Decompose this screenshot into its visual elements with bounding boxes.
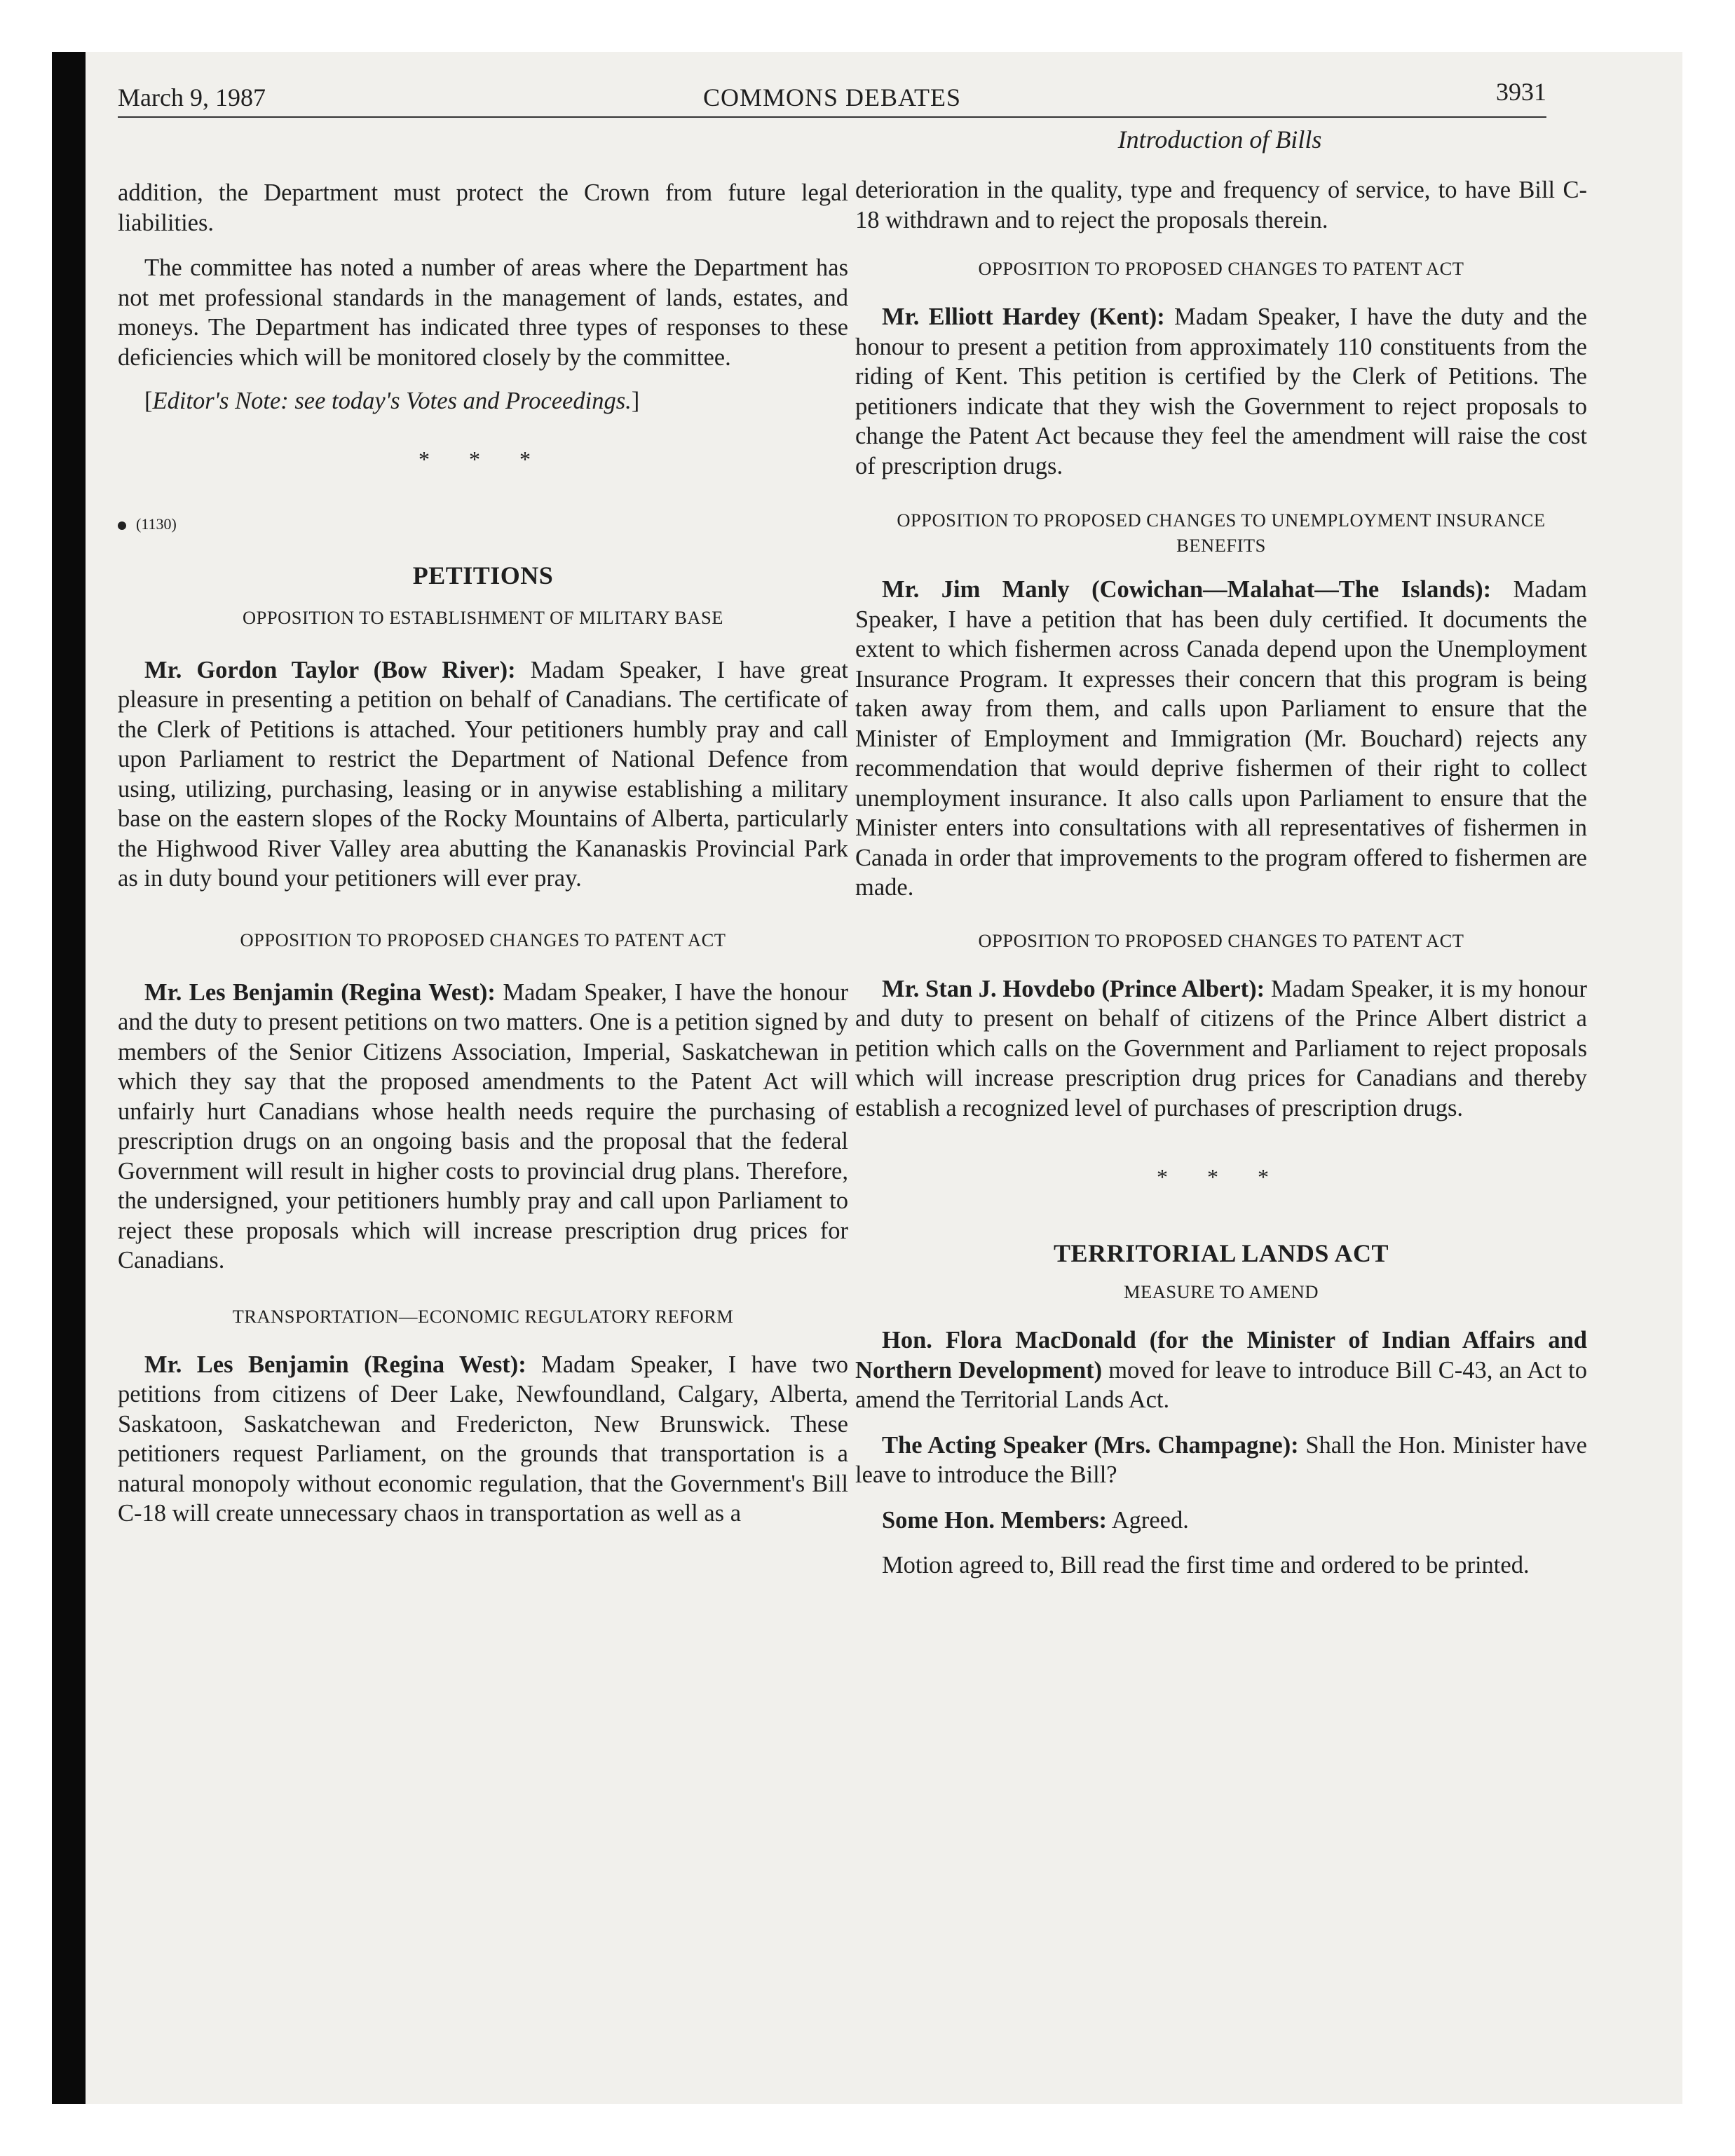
right-column bbox=[855, 175, 1587, 1581]
paragraph: deterioration in the quality, type and frequency of service, to have Bill C-18 withdrawn and to reject the proposals therein. bbox=[855, 177, 1587, 233]
page-header bbox=[118, 77, 1546, 112]
speech bbox=[855, 974, 1587, 1124]
speech-text: Madam Speaker, I have two petitions from citizens of Deer Lake, Newfoundland, Calgary, Alberta, Saskatoon, Saskatchewan and Fredericton, New Brunswick. These petitioners request Parliament, on the grounds that transportation is a natural monopoly without economic regulation, that the Government's Bill C-18 will create unnecessary chaos in transportation as well as a bbox=[118, 1351, 849, 1527]
section-title: PETITIONS bbox=[412, 561, 554, 589]
scan-edge-bar bbox=[52, 52, 86, 2104]
subheading: MEASURE TO AMEND bbox=[1124, 1281, 1319, 1302]
paragraph: The committee has noted a number of areas where the Department has not met professional standards in the management of lands, estates, and moneys. The Department has indicated three types of responses to these deficiencies which will be monitored closely by the committee. bbox=[118, 254, 848, 371]
header-rule bbox=[118, 116, 1546, 118]
time-marker bbox=[118, 514, 848, 534]
paragraph: Motion agreed to, Bill read the first time and ordered to be printed. bbox=[882, 1552, 1530, 1578]
speaker-name: Mr. Stan J. Hovdebo (Prince Albert): bbox=[882, 975, 1265, 1002]
note-bracket: ] bbox=[631, 388, 640, 414]
speech bbox=[855, 1325, 1587, 1415]
speaker-name: Mr. Les Benjamin (Regina West): bbox=[144, 978, 496, 1006]
subheading: OPPOSITION TO PROPOSED CHANGES TO PATENT ACT bbox=[978, 258, 1464, 279]
section-separator: * * * bbox=[1157, 1164, 1286, 1189]
paragraph: addition, the Department must protect the Crown from future legal liabilities. bbox=[118, 179, 848, 236]
speech bbox=[118, 1350, 848, 1529]
header-date: March 9, 1987 bbox=[118, 83, 266, 111]
speech-text: Agreed. bbox=[1111, 1506, 1189, 1534]
speech-text: Madam Speaker, I have a petition that has been duly certified. It documents the extent to which fishermen across Canada depend upon the Unemployment Insurance Program. It expresses their concern that this program is being taken away from them, and calls upon Parliament to ensure that the Minister of Employment and Immigration (Mr. Bouchard) rejects any recommendation that would deprive fishermen of their right to collect unemployment insurance. It also calls upon Parliament to ensure that the Minister enters into consultations with all representatives of fishermen in Canada in order that improvements to the program offered to fishermen are made. bbox=[855, 576, 1588, 901]
speech-text: Madam Speaker, it is my honour and duty to present on behalf of citizens of the Prince Albert district a petition which calls on the Government and Parliament to reject proposals which will increase prescription drug prices for Canadians and thereby establish a recognized level of purchases of prescription drugs. bbox=[855, 975, 1587, 1121]
section-heading: Introduction of Bills bbox=[1117, 125, 1322, 153]
speaker-name: Mr. Gordon Taylor (Bow River): bbox=[144, 656, 516, 683]
note-bracket: [ bbox=[144, 388, 153, 414]
speaker-name: Hon. Flora MacDonald (for the Minister of Indian Affairs and Northern Development) bbox=[855, 1327, 1587, 1384]
speech bbox=[855, 1431, 1587, 1490]
subheading: OPPOSITION TO ESTABLISHMENT OF MILITARY BASE bbox=[243, 606, 723, 628]
speech bbox=[118, 978, 848, 1276]
speech-text: moved for leave to introduce Bill C-43, an Act to amend the Territorial Lands Act. bbox=[855, 1356, 1588, 1413]
subheading: TRANSPORTATION—ECONOMIC REGULATORY REFORM bbox=[232, 1305, 734, 1327]
speaker-name: Mr. Elliott Hardey (Kent): bbox=[882, 303, 1165, 330]
header-journal: COMMONS DEBATES bbox=[702, 83, 962, 111]
subheading: OPPOSITION TO PROPOSED CHANGES TO PATENT ACT bbox=[978, 929, 1464, 951]
bullet-icon bbox=[118, 521, 126, 530]
speech-text: Shall the Hon. Minister have leave to introduce the Bill? bbox=[855, 1431, 1587, 1488]
speaker-name: Some Hon. Members: bbox=[882, 1506, 1107, 1534]
time-marker-text: (1130) bbox=[136, 515, 177, 533]
speech-text: Madam Speaker, I have the honour and the duty to present petitions on two matters. One is a petition signed by members of the Senior Citizens Association, Imperial, Saskatchewan in which they say that the proposed amendments to the Patent Act will unfairly hurt Canadians whose health needs require the purchasing of prescription drugs on an ongoing basis and the proposal that the federal Government will result in higher costs to provincial drug plans. Therefore, the undersigned, your petitioners humbly pray and call upon Parliament to reject these proposals which will increase prescription drug prices for Canadians. bbox=[118, 978, 849, 1274]
note-text: Editor's Note: see today's Votes and Proceedings. bbox=[152, 388, 632, 414]
subheading: OPPOSITION TO PROPOSED CHANGES TO PATENT ACT bbox=[240, 929, 726, 950]
subheading: OPPOSITION TO PROPOSED CHANGES TO UNEMPLOYMENT INSURANCE BENEFITS bbox=[897, 510, 1546, 556]
header-page-number: 3931 bbox=[1496, 78, 1546, 106]
speech bbox=[855, 575, 1587, 903]
speech bbox=[855, 302, 1587, 481]
speech-text: Madam Speaker, I have great pleasure in presenting a petition on behalf of Canadians. The certificate of the Clerk of Petitions is attached. Your petitioners humbly pray and call upon Parliament to restrict the Department of National Defence from using, utilizing, purchasing, leasing or in anywise establishing a military base on the eastern slopes of the Rocky Mountains of Alberta, particularly the Highwood River Valley area abutting the Kananaskis Provincial Park as in duty bound your petitioners will ever pray. bbox=[118, 656, 849, 892]
section-title: TERRITORIAL LANDS ACT bbox=[1054, 1239, 1389, 1267]
speaker-name: Mr. Les Benjamin (Regina West): bbox=[144, 1351, 526, 1378]
speech bbox=[855, 1506, 1587, 1536]
speaker-name: Mr. Jim Manly (Cowichan—Malahat—The Islands): bbox=[882, 576, 1492, 603]
section-separator: * * * bbox=[419, 446, 547, 472]
speech bbox=[118, 655, 848, 894]
speech-text: Madam Speaker, I have the duty and the honour to present a petition from approximately 110 constituents from the riding of Kent. This petition is certified by the Clerk of Petitions. The petitioners indicate that they wish the Government to reject proposals to change the Patent Act because they feel the amendment will raise the cost of prescription drugs. bbox=[855, 303, 1587, 479]
speaker-name: The Acting Speaker (Mrs. Champagne): bbox=[882, 1431, 1299, 1459]
editors-note bbox=[118, 386, 848, 416]
left-column bbox=[118, 178, 848, 1529]
